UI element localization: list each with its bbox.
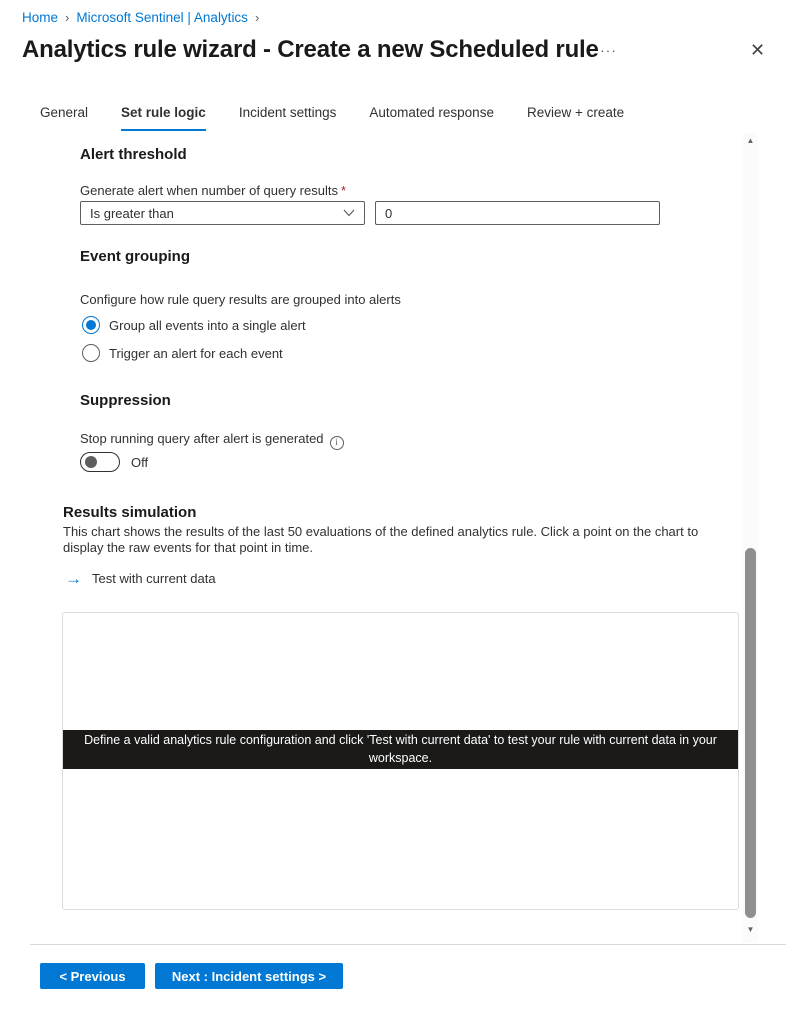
radio-alert-per-event[interactable] [82,344,283,362]
alert-threshold-heading: Alert threshold [80,146,187,163]
results-simulation-heading: Results simulation [63,504,197,521]
previous-button[interactable]: < Previous [40,963,145,989]
page-title: Analytics rule wizard - Create a new Scheduled rule [22,36,599,63]
suppression-toggle-label [80,431,344,450]
more-options-icon[interactable]: ··· [600,42,617,58]
results-simulation-chart [62,612,739,910]
breadcrumb-separator-icon: › [65,10,70,25]
suppression-toggle-row [80,452,148,472]
vertical-scrollbar [743,133,758,943]
breadcrumb-sentinel-analytics-link[interactable]: Microsoft Sentinel | Analytics [76,10,248,25]
test-with-current-data-link[interactable] [65,570,216,587]
toggle-knob [85,456,97,468]
radio-alert-per-event-label: Trigger an alert for each event [109,345,283,361]
scrollbar-down-icon[interactable]: ▼ [746,925,755,934]
breadcrumb [22,10,259,25]
tab-automated-response[interactable]: Automated response [369,105,494,120]
event-grouping-heading: Event grouping [80,248,190,265]
suppression-heading: Suppression [80,392,171,409]
alert-threshold-label [80,183,346,198]
scrollbar-thumb[interactable] [745,548,756,918]
tab-review-create[interactable]: Review + create [526,105,625,120]
suppression-toggle-label-text: Stop running query after alert is generated [80,431,324,446]
radio-single-alert-label: Group all events into a single alert [109,317,306,333]
tab-set-rule-logic[interactable]: Set rule logic [121,105,206,131]
scrollbar-up-icon[interactable]: ▲ [746,136,755,145]
chevron-down-icon [343,209,355,217]
next-incident-settings-button[interactable]: Next : Incident settings > [155,963,343,989]
wizard-tabs [40,105,624,131]
operator-dropdown-value: Is greater than [90,205,174,221]
suppression-toggle-state: Off [131,454,149,470]
footer-divider [30,944,786,945]
alert-threshold-label-text: Generate alert when number of query results [80,183,338,198]
close-icon[interactable]: ✕ [750,40,766,60]
chart-placeholder-banner: Define a valid analytics rule configuration and click 'Test with current data' to test your rule with current data in your workspace. [63,730,738,769]
arrow-right-icon: → [65,569,82,588]
required-asterisk: * [340,183,347,198]
event-grouping-description: Configure how rule query results are grouped into alerts [80,292,401,307]
breadcrumb-separator-icon: › [254,10,260,25]
results-simulation-description: This chart shows the results of the last 50 evaluations of the defined analytics rule. Click a point on the chart to display the raw events for that point in time. [63,524,699,555]
radio-group-single-alert[interactable] [82,316,306,334]
threshold-value-input[interactable] [375,201,660,225]
tab-incident-settings[interactable]: Incident settings [238,105,337,120]
test-with-current-data-label: Test with current data [92,571,216,586]
tab-general[interactable]: General [40,105,89,120]
radio-selected-icon [82,316,100,334]
breadcrumb-home-link[interactable]: Home [22,10,59,25]
operator-dropdown[interactable] [80,201,365,225]
info-icon[interactable]: i [330,436,344,450]
radio-unselected-icon [82,344,100,362]
suppression-toggle[interactable] [80,452,120,472]
